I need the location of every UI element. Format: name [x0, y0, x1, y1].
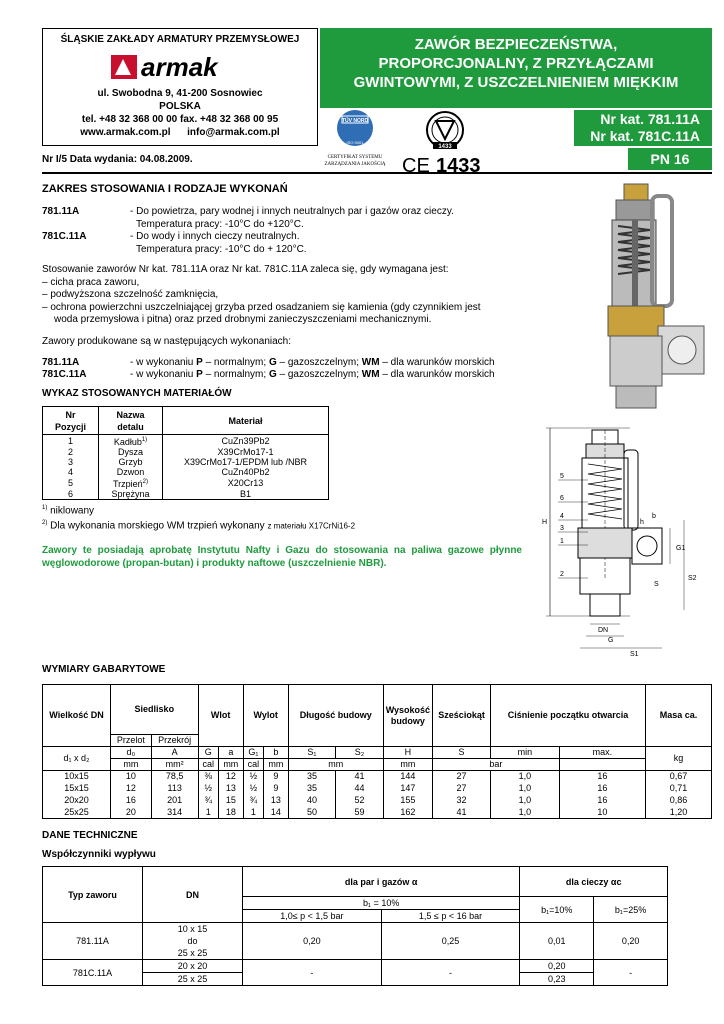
- scope-temp: Temperatura pracy: -10°C do +120°C.: [136, 218, 304, 230]
- material-row: 6 Sprężyna B1: [43, 489, 329, 500]
- dimensions-table: Wielkość DN Siedlisko Wlot Wylot Długość budowy Wysokość budowy Sześciokąt Ciśnienie początku otwarcia Masa ca. Przelot Przekrój d₁ x d₂ d₀ A G a G₁ b S₁ S₂ H S min max. kg mm mm² cal mm cal mm mm mm bar 10x15 10 78,5 ⅜ 12 ½ 9 35 41 144 27 1,0 16 0,67 15x15 12 113 ½ 13 ½ 9 35 44 147 27 1,0 16 0,71 20x20 16 201 ¾ 15 ¾ 13 40 52 155 32 1,0 16 0,86 25x25 20 314 1 18 1 14 50 59 162 41 1,0 10 1,20: [42, 684, 712, 819]
- version-code: 781C.11A: [42, 369, 87, 380]
- material-row: 1 Kadłub$^{1)}$ CuZn39Pb2: [43, 435, 329, 448]
- svg-text:6: 6: [560, 495, 564, 502]
- svg-text:CERTYFIKAT SYSTEMU: CERTYFIKAT SYSTEMU: [327, 155, 383, 160]
- material-part: Trzpień$^{2)}$: [99, 477, 163, 489]
- title-line: GWINTOWYMI, Z USZCZELNIENIEM MIĘKKIM: [353, 74, 679, 91]
- materials-table: Nr Pozycji Nazwa detalu Materiał 1 Kadłub$^{1)}$ CuZn39Pb2 2 Dysza X39CrMo17-1 3 Grzyb X39CrMo17-1/EPDM lub /NBR 4 Dzwon CuZn40Pb2 5 Trzpień$^{2)}$ X20Cr13 6 Sprężyna B1: [42, 406, 329, 500]
- usage-item: – ochrona powierzchni uszczelniającej grzyba przed osadzaniem się kamienia (gdy czynnikiem jest: [42, 301, 481, 313]
- company-name: ŚLĄSKIE ZAKŁADY ARMATURY PRZEMYSŁOWEJ: [60, 34, 300, 45]
- materials-heading: WYKAZ STOSOWANYCH MATERIAŁÓW: [42, 388, 232, 399]
- code-781C-11A: 781C.11A: [42, 231, 87, 242]
- svg-text:5: 5: [560, 473, 564, 480]
- svg-text:1433: 1433: [438, 144, 452, 150]
- svg-text:S: S: [654, 581, 659, 588]
- dimension-row: 25x25 20 314 1 18 1 14 50 59 162 41 1,0 10 1,20: [43, 807, 712, 819]
- svg-text:G1: G1: [676, 545, 686, 552]
- svg-text:3: 3: [560, 525, 564, 532]
- material-row: 5 Trzpień$^{2)}$ X20Cr13: [43, 477, 329, 489]
- svg-text:G: G: [608, 637, 614, 644]
- title-line: PROPORCJONALNY, Z PRZYŁĄCZAMI: [378, 55, 654, 72]
- usage-list: [42, 264, 567, 327]
- usage-item: woda przemysłowa i pitna) oraz przed drobnymi zanieczyszczeniami mechanicznymi.: [54, 314, 432, 325]
- catalog-numbers: [574, 110, 712, 146]
- country: POLSKA: [159, 101, 201, 112]
- svg-text:1: 1: [560, 538, 564, 545]
- material-row: 4 Dzwon CuZn40Pb2: [43, 467, 329, 477]
- usage-intro: Stosowanie zaworów Nr kat. 781.11A oraz Nr kat. 781C.11A zaleca się, gdy wymagana jest:: [42, 264, 449, 275]
- scope-heading: ZAKRES STOSOWANIA I RODZAJE WYKONAŃ: [42, 183, 288, 195]
- version-desc: - w wykonaniu P – normalnym; G – gazoszczelnym; WM – dla warunków morskich: [130, 369, 495, 380]
- usage-item: – podwyższona szczelność zamknięcia,: [42, 289, 219, 300]
- usage-item: – cicha praca zaworu,: [42, 276, 140, 288]
- svg-text:TÜV NORD: TÜV NORD: [341, 118, 369, 124]
- ce-mark-icon: CE: [402, 155, 430, 174]
- approval-note: Zawory te posiadają aprobatę Instytutu Nafty i Gazu do stosowania na paliwa gazowe płynne węglowodorowe (propan-butan) i produkty naftowe (uszczelnienie NBR).: [42, 545, 522, 569]
- catalog-number: Nr kat. 781.11A: [600, 111, 700, 127]
- address-line: ul. Swobodna 9, 41-200 Sosnowiec: [97, 88, 263, 99]
- version-code: 781.11A: [42, 356, 80, 368]
- scope-desc: - Do powietrza, pary wodnej i innych neutralnych par i gazów oraz cieczy.: [130, 206, 454, 217]
- ce-number: 1433: [436, 155, 481, 174]
- flow-coefficients-table: Typ zaworu DN dla par i gazów α dla cieczy αc b₁ = 10% b₁=10% b₁=25% 1,0≤ p < 1,5 bar 1,5 ≤ p < 16 bar 781.11A 10 x 15 do 25 x 25 0,20 0,25 0,01 0,20 781C.11A 20 x 20 - - 0,20 - 25 x 25 0,23: [42, 866, 668, 986]
- code-781-11A: 781.11A: [42, 206, 80, 217]
- material-header: Materiał: [163, 407, 329, 435]
- issue-info: Nr I/5 Data wydania: 04.08.2009.: [42, 154, 193, 165]
- website[interactable]: www.armak.com.pl: [80, 127, 171, 138]
- svg-text:S1: S1: [630, 651, 639, 658]
- scope-desc: - Do wody i innych cieczy neutralnych.: [130, 231, 300, 242]
- svg-text:ZARZĄDZANIA JAKOŚCIĄ: ZARZĄDZANIA JAKOŚCIĄ: [324, 162, 386, 167]
- material-part: Dysza: [99, 447, 163, 457]
- material-part: Dzwon: [99, 467, 163, 477]
- versions-intro: Zawory produkowane są w następujących wykonaniach:: [42, 336, 292, 347]
- scope-temp: Temperatura pracy: -10°C do + 120°C.: [136, 243, 307, 255]
- svg-text:4: 4: [560, 513, 564, 520]
- product-title: [320, 28, 712, 108]
- svg-text:b: b: [652, 513, 656, 520]
- svg-text:h: h: [640, 519, 644, 526]
- svg-text:2: 2: [560, 571, 564, 578]
- catalog-number: Nr kat. 781C.11A: [590, 128, 700, 144]
- dimension-row: 20x20 16 201 ¾ 15 ¾ 13 40 52 155 32 1,0 16 0,86: [43, 795, 712, 807]
- web-email: [43, 126, 317, 139]
- svg-text:H: H: [542, 519, 548, 526]
- tech-heading: DANE TECHNICZNE: [42, 830, 138, 841]
- dimensions-heading: WYMIARY GABARYTOWE: [42, 664, 166, 675]
- svg-text:S2: S2: [688, 575, 697, 582]
- company-box: [42, 28, 318, 146]
- material-part: Kadłub$^{1)}$: [99, 435, 163, 448]
- pressure-nominal: PN 16: [628, 148, 712, 170]
- version-desc: - w wykonaniu P – normalnym; G – gazoszczelnym; WM – dla warunków morskich: [130, 356, 495, 368]
- material-row: 3 Grzyb X39CrMo17-1/EPDM lub /NBR: [43, 457, 329, 467]
- dimension-row: 10x15 10 78,5 ⅜ 12 ½ 9 35 41 144 27 1,0 16 0,67: [43, 771, 712, 783]
- versions: [42, 336, 562, 382]
- company-address: [43, 87, 317, 139]
- technical-drawing: [540, 420, 712, 660]
- armak-logo: [103, 51, 263, 83]
- scope-list: [42, 206, 562, 256]
- divider: [42, 172, 712, 174]
- material-part: Grzyb: [99, 457, 163, 467]
- materials-footnotes: $^{1)}$ niklowany $^{2)}$ Dla wykonania morskiego WM trzpień wykonany z materiału X17CrNi16-2: [42, 505, 356, 532]
- tech-subheading: Współczynniki wypływu: [42, 849, 156, 860]
- material-row: 2 Dysza X39CrMo17-1: [43, 447, 329, 457]
- email[interactable]: info@armak.com.pl: [187, 127, 280, 138]
- cert-graphics: [320, 108, 570, 174]
- dimension-row: 15x15 12 113 ½ 13 ½ 9 35 44 147 27 1,0 16 0,71: [43, 783, 712, 795]
- material-part: Sprężyna: [99, 489, 163, 500]
- title-line: ZAWÓR BEZPIECZEŃSTWA,: [414, 36, 618, 53]
- svg-text:ISO 9001: ISO 9001: [346, 140, 364, 145]
- phone-fax: tel. +48 32 368 00 00 fax. +48 32 368 00 95: [81, 114, 279, 125]
- valve-photo: [572, 176, 712, 410]
- logo-text: armak: [141, 52, 218, 82]
- svg-text:DN: DN: [598, 627, 609, 634]
- certificates: [320, 108, 570, 174]
